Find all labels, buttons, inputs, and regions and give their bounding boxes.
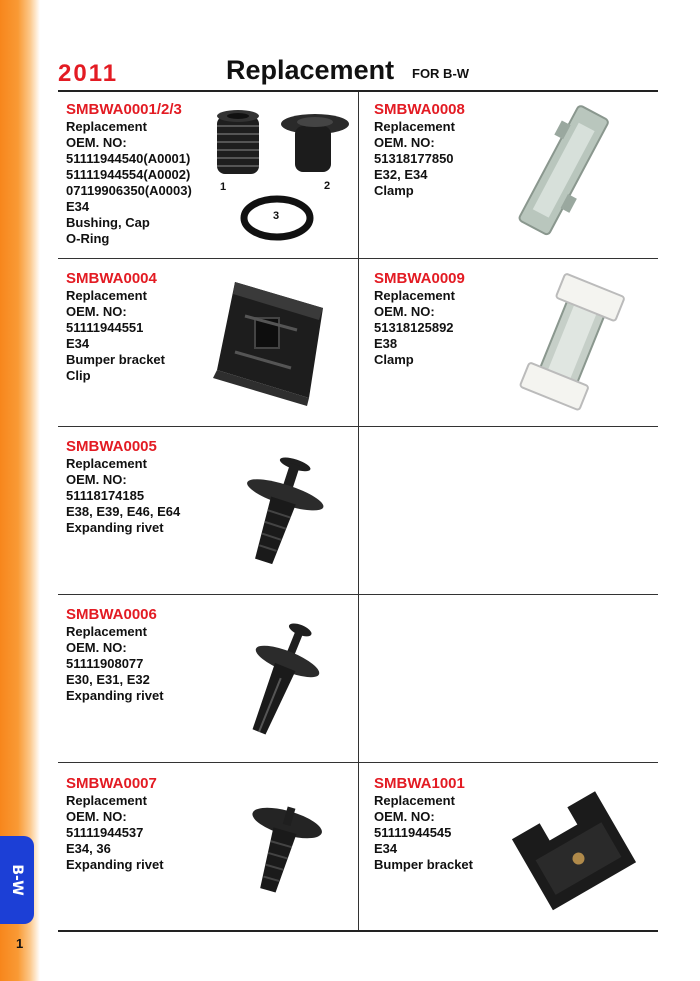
footer-rule <box>58 930 658 932</box>
model-fit: E34 <box>66 199 90 214</box>
product-smbwa0001 <box>66 101 192 247</box>
oem-number: 51318177850 <box>374 151 454 166</box>
product-smbwa0004 <box>66 270 165 384</box>
oem-label: OEM. NO: <box>374 809 435 824</box>
product-code: SMBWA0006 <box>66 606 157 623</box>
part-description: Bumper bracket <box>66 352 165 367</box>
model-fit: E32, E34 <box>374 167 428 182</box>
expanding-rivet-image <box>230 800 330 896</box>
product-code: SMBWA0009 <box>374 270 465 287</box>
product-smbwa0006 <box>66 606 164 704</box>
part-description: Expanding rivet <box>66 857 164 872</box>
section-tab[interactable] <box>0 836 34 924</box>
oem-number: 51318125892 <box>374 320 454 335</box>
model-fit: E34 <box>374 841 398 856</box>
product-code: SMBWA0004 <box>66 270 157 287</box>
part-description: Clamp <box>374 352 414 367</box>
product-type: Replacement <box>66 456 147 471</box>
part-description: Expanding rivet <box>66 520 164 535</box>
oem-number: 51111944540(A0001) <box>66 151 191 166</box>
expanding-rivet-image <box>225 452 335 570</box>
part-description: Bushing, Cap <box>66 215 150 230</box>
catalog-year: 2011 <box>58 60 119 87</box>
product-type: Replacement <box>374 119 455 134</box>
oem-label: OEM. NO: <box>66 135 127 150</box>
oem-label: OEM. NO: <box>374 135 435 150</box>
column-divider <box>358 92 359 930</box>
product-code: SMBWA0005 <box>66 438 157 455</box>
bumper-bracket-image <box>505 780 640 918</box>
clamp-image <box>500 100 630 245</box>
bumper-bracket-clip-image <box>205 272 335 412</box>
oem-number: 51118174185 <box>66 488 145 503</box>
oem-number: 51111944551 <box>66 320 144 335</box>
product-type: Replacement <box>374 793 455 808</box>
oem-label: OEM. NO: <box>66 640 127 655</box>
product-type: Replacement <box>66 793 147 808</box>
model-fit: E34 <box>66 336 90 351</box>
part-description: Expanding rivet <box>66 688 164 703</box>
oem-number: 07119906350(A0003) <box>66 183 192 198</box>
product-smbwa0009 <box>374 270 465 368</box>
oem-number: 51111944545 <box>374 825 452 840</box>
part-label-2: 2 <box>324 180 331 192</box>
product-type: Replacement <box>66 288 147 303</box>
part-description: Clamp <box>374 183 414 198</box>
model-fit: E38 <box>374 336 398 351</box>
part-description: O-Ring <box>66 231 110 246</box>
clamp-image <box>500 272 640 412</box>
product-smbwa1001 <box>374 775 473 873</box>
product-code: SMBWA0007 <box>66 775 157 792</box>
expanding-rivet-image <box>225 618 335 742</box>
oem-number: 51111908077 <box>66 656 144 671</box>
model-fit: E30, E31, E32 <box>66 672 150 687</box>
part-label-1: 1 <box>220 181 227 193</box>
page-subtitle: FOR B-W <box>412 66 470 81</box>
product-code: SMBWA0001/2/3 <box>66 101 182 118</box>
model-fit: E34, 36 <box>66 841 111 856</box>
bushing-cap-oring-image <box>205 104 355 244</box>
oem-label: OEM. NO: <box>66 809 127 824</box>
oem-number: 51111944537 <box>66 825 144 840</box>
product-code: SMBWA1001 <box>374 775 465 792</box>
section-tab-label: B-W <box>9 864 25 896</box>
oem-label: OEM. NO: <box>66 304 127 319</box>
oem-label: OEM. NO: <box>66 472 127 487</box>
page-title: Replacement <box>226 55 395 85</box>
product-smbwa0008 <box>374 101 465 199</box>
sidebar-gradient <box>0 0 40 981</box>
product-type: Replacement <box>66 624 147 639</box>
model-fit: E38, E39, E46, E64 <box>66 504 181 519</box>
product-type: Replacement <box>66 119 147 134</box>
oem-label: OEM. NO: <box>374 304 435 319</box>
part-description: Clip <box>66 368 91 383</box>
page-number: 1 <box>16 936 24 951</box>
part-label-3: 3 <box>273 210 280 222</box>
product-smbwa0005 <box>66 438 180 536</box>
product-code: SMBWA0008 <box>374 101 465 118</box>
product-smbwa0007 <box>66 775 164 873</box>
oem-number: 51111944554(A0002) <box>66 167 191 182</box>
product-type: Replacement <box>374 288 455 303</box>
part-description: Bumper bracket <box>374 857 473 872</box>
